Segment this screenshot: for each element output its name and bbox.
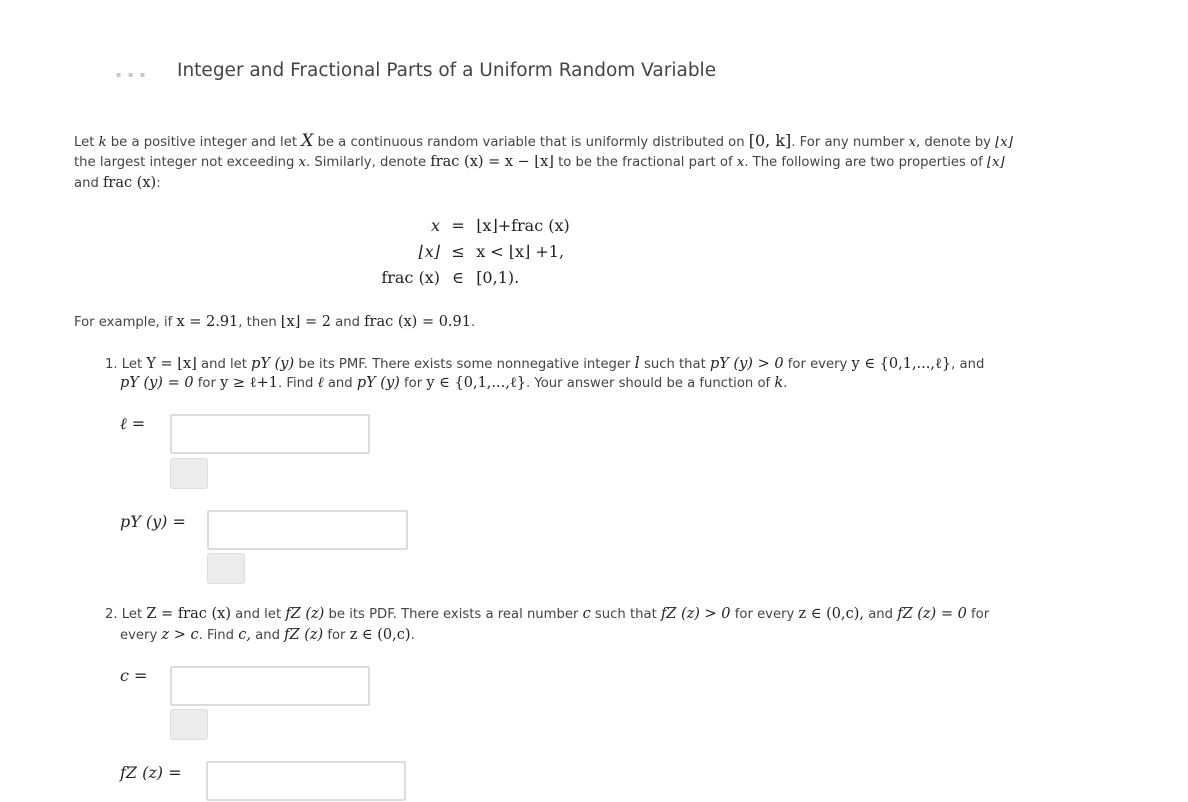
example-line: For example, if x = 2.91, then ⌊x⌋ = 2 and frac (x) = 0.91. (74, 314, 476, 330)
question-1-line-1: 1. Let Y = ⌊x⌋ and let pY (y) be its PMF. There exists some nonnegative integer l such that pY (y) > 0 for every y ∈ {0,1,...,ℓ}, and (105, 353, 985, 372)
page-title: Integer and Fractional Parts of a Uniform Random Variable (177, 60, 717, 81)
c-answer-input[interactable] (170, 666, 370, 706)
question-1-line-2: pY (y) = 0 for y ≥ ℓ+1. Find ℓ and pY (y) for y ∈ {0,1,...,ℓ}. Your answer should be a function of k. (120, 375, 788, 391)
py-preview-button[interactable] (207, 553, 245, 584)
intro-line-1: Let k be a positive integer and let X be a continuous random variable that is uniformly distributed on [0, k]. For any number x, denote by ⌊x⌋ (74, 131, 1013, 151)
c-preview-button[interactable] (170, 709, 208, 740)
property-row-3: frac (x) ∈ [0,1). (381, 268, 520, 287)
question-2-line-2: every z > c. Find c, and fZ (z) for z ∈ (0,c). (120, 627, 415, 643)
fz-answer-input[interactable] (206, 761, 406, 801)
fz-answer-label: fZ (z) = (120, 763, 182, 782)
property-row-1: x = ⌊x⌋+frac (x) (430, 216, 570, 235)
header-logo: ▪ ▪ ▪ (116, 70, 148, 79)
intro-line-3: and frac (x): (74, 175, 161, 191)
c-answer-label: c = (120, 666, 148, 685)
ell-answer-label: ℓ = (120, 414, 146, 433)
property-row-2: ⌊x⌋ ≤ x < ⌊x⌋ +1, (418, 242, 565, 261)
ell-preview-button[interactable] (170, 458, 208, 489)
py-answer-input[interactable] (207, 510, 408, 550)
question-2-line-1: 2. Let Z = frac (x) and let fZ (z) be its PDF. There exists a real number c such that fZ (z) > 0 for every z ∈ (0,c), and fZ (z) = 0 for (105, 606, 990, 622)
ell-answer-input[interactable] (170, 414, 370, 454)
intro-line-2: the largest integer not exceeding x. Similarly, denote frac (x) = x − ⌊x⌋ to be the fractional part of x. The following are two properties of ⌊x⌋ (74, 154, 1005, 170)
py-answer-label: pY (y) = (120, 512, 186, 531)
